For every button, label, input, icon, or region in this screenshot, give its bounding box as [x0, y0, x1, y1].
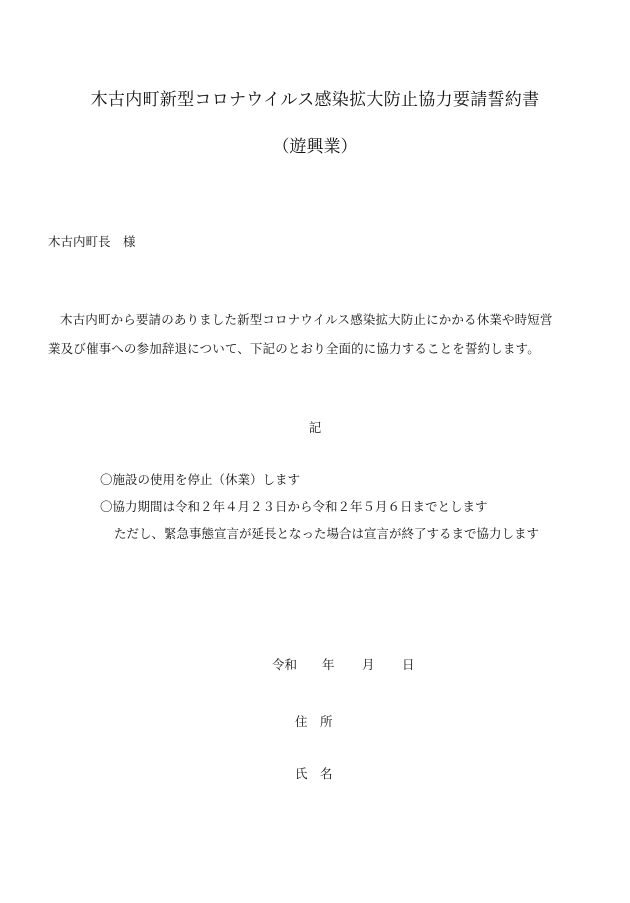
body-text-line-2: 業及び催事への参加辞退について、下記のとおり全面的に協力することを誓約します。 [48, 341, 540, 356]
date-era: 令和 [272, 657, 298, 672]
date-year: 年 [322, 657, 335, 672]
pledge-item-note: ただし、緊急事態宣言が延長となった場合は宣言が終了するまで協力します [114, 526, 540, 541]
document-title: 木古内町新型コロナウイルス感染拡大防止協力要請誓約書 [90, 90, 540, 110]
addressee: 木古内町長 様 [48, 234, 136, 249]
pledge-item-period: 〇協力期間は令和２年４月２３日から令和２年５月６日までとします [100, 499, 488, 514]
document-subtitle: （遊興業） [272, 137, 358, 157]
signature-date [272, 655, 415, 673]
address-label: 住 所 [295, 714, 333, 729]
ki-heading: 記 [308, 420, 322, 435]
name-label: 氏 名 [295, 766, 333, 781]
date-month: 月 [362, 657, 375, 672]
date-day: 日 [402, 657, 415, 672]
pledge-item-closure: 〇施設の使用を停止（休業）します [100, 472, 301, 487]
body-text-line-1: 木古内町から要請のありました新型コロナウイルス感染拡大防止にかかる休業や時短営 [60, 312, 553, 327]
